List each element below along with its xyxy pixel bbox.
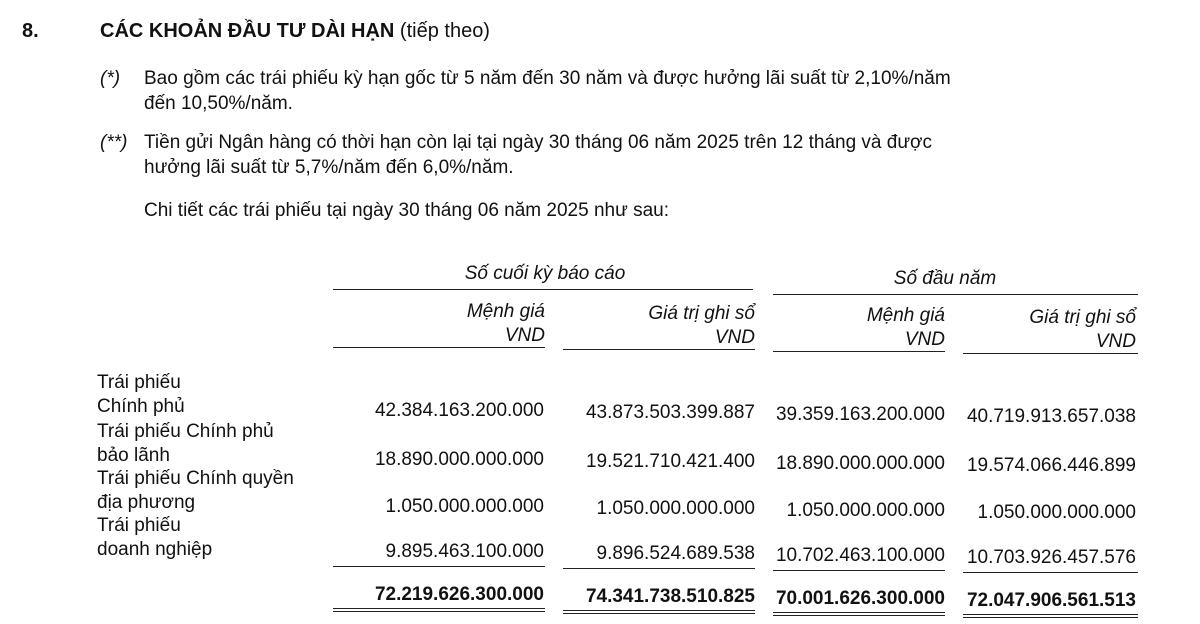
cell-r1-c3: 39.359.163.200.000: [775, 404, 945, 425]
row-label-4-line-1: Trái phiếu: [97, 515, 181, 536]
col-header-1: [355, 300, 545, 348]
group-header-year-start: Số đầu năm: [893, 268, 997, 289]
cell-r4-c4: 10.703.926.457.576: [966, 547, 1136, 568]
section-title-suffix: (tiếp theo): [399, 20, 490, 42]
section-title-main: CÁC KHOẢN ĐẦU TƯ DÀI HẠN: [100, 20, 395, 42]
col-rule-2: [563, 349, 755, 350]
col-header-4-name: Giá trị ghi sổ: [1029, 307, 1136, 328]
note-1-line-1: Bao gồm các trái phiếu kỳ hạn gốc từ 5 năm đến 30 năm và được hưởng lãi suất từ 2,10%/năm: [144, 68, 951, 89]
col-header-2-unit: VND: [714, 327, 755, 348]
total-rule-3a: [773, 612, 945, 613]
row-label-2-line-1: Trái phiếu Chính phủ: [97, 421, 274, 442]
total-rule-1b: [333, 611, 545, 612]
cell-r2-c2: 19.521.710.421.400: [585, 451, 755, 472]
note-2-line-1: Tiền gửi Ngân hàng có thời hạn còn lại tại ngày 30 tháng 06 năm 2025 trên 12 tháng và được: [144, 132, 933, 153]
col-header-1-unit: VND: [504, 325, 545, 346]
col-header-3-name: Mệnh giá: [866, 305, 945, 326]
cell-r4-c2: 9.896.524.689.538: [596, 543, 755, 564]
cell-r1-c2: 43.873.503.399.887: [585, 402, 755, 423]
cell-r3-c1: 1.050.000.000.000: [385, 496, 544, 517]
group-rule-period-end: [333, 289, 753, 290]
section-title: [100, 20, 490, 43]
note-1-line-2: đến 10,50%/năm.: [144, 93, 293, 114]
row-label-1-line-1: Trái phiếu: [97, 372, 181, 393]
total-rule-4b: [963, 617, 1138, 618]
col-header-1-name: Mệnh giá: [466, 301, 545, 322]
total-rule-1a: [333, 608, 545, 609]
group-header-period-end: Số cuối kỳ báo cáo: [464, 263, 626, 284]
subtotal-rule-4: [963, 572, 1138, 573]
row-label-3-line-1: Trái phiếu Chính quyền: [97, 468, 294, 489]
total-c2: 74.341.738.510.825: [585, 586, 755, 607]
col-header-4: [946, 306, 1136, 354]
cell-r2-c4: 19.574.066.446.899: [966, 455, 1136, 476]
total-rule-4a: [963, 614, 1138, 615]
col-header-3: [755, 304, 945, 352]
row-label-1-line-2: Chính phủ: [97, 396, 185, 417]
group-rule-year-start: [773, 294, 1138, 295]
total-rule-2a: [563, 610, 755, 611]
total-c4: 72.047.906.561.513: [966, 590, 1136, 611]
cell-r4-c1: 9.895.463.100.000: [385, 541, 544, 562]
cell-r3-c4: 1.050.000.000.000: [977, 502, 1136, 523]
note-2-line-2: hưởng lãi suất từ 5,7%/năm đến 6,0%/năm.: [144, 157, 514, 178]
col-header-2: [565, 302, 755, 350]
col-header-2-name: Giá trị ghi sổ: [648, 303, 755, 324]
cell-r1-c1: 42.384.163.200.000: [374, 400, 544, 421]
col-rule-1: [333, 347, 545, 348]
cell-r2-c1: 18.890.000.000.000: [374, 449, 544, 470]
cell-r1-c4: 40.719.913.657.038: [966, 406, 1136, 427]
section-number: 8.: [22, 20, 39, 42]
row-label-3-line-2: địa phương: [97, 492, 196, 513]
total-rule-2b: [563, 613, 755, 614]
note-marker-2: (**): [100, 132, 128, 153]
subtotal-rule-3: [773, 570, 945, 571]
row-label-4-line-2: doanh nghiệp: [97, 539, 213, 560]
cell-r3-c2: 1.050.000.000.000: [596, 498, 755, 519]
table-intro: Chi tiết các trái phiếu tại ngày 30 tháng 06 năm 2025 như sau:: [144, 200, 670, 221]
total-c3: 70.001.626.300.000: [775, 588, 945, 609]
subtotal-rule-1: [333, 566, 545, 567]
cell-r2-c3: 18.890.000.000.000: [775, 453, 945, 474]
col-rule-4: [963, 353, 1138, 354]
total-rule-3b: [773, 615, 945, 616]
cell-r3-c3: 1.050.000.000.000: [786, 500, 945, 521]
row-label-1: [97, 371, 185, 419]
cell-r4-c3: 10.702.463.100.000: [775, 545, 945, 566]
note-marker-1: (*): [100, 68, 121, 89]
row-label-3: [97, 467, 294, 515]
row-label-2: [97, 420, 274, 468]
col-header-4-unit: VND: [1095, 331, 1136, 352]
total-c1: 72.219.626.300.000: [374, 584, 544, 605]
col-header-3-unit: VND: [904, 329, 945, 350]
col-rule-3: [773, 351, 945, 352]
row-label-4: [97, 514, 212, 562]
subtotal-rule-2: [563, 568, 755, 569]
row-label-2-line-2: bảo lãnh: [97, 445, 170, 466]
